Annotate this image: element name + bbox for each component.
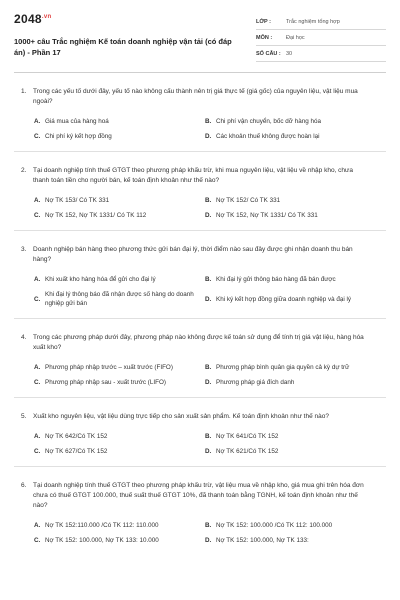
question-divider — [14, 230, 386, 231]
meta-value: Trắc nghiệm tổng hợp — [286, 18, 340, 25]
option-c[interactable] — [34, 211, 197, 220]
meta-row-class — [256, 14, 386, 30]
option-text: Khi xuất kho hàng hóa để gửi cho đại lý — [45, 276, 156, 283]
option-text: Nợ TK 152/ Có TK 331 — [216, 197, 281, 204]
option-b[interactable] — [205, 117, 368, 126]
option-d[interactable] — [205, 378, 368, 387]
option-text: Phương pháp nhập sau - xuất trước (LIFO) — [45, 379, 166, 386]
question-text — [14, 412, 386, 422]
question-number: 3. — [21, 246, 27, 253]
meta-key: LỚP : — [256, 18, 271, 25]
option-letter: B. — [205, 433, 212, 440]
meta-row-subject — [256, 30, 386, 46]
answer-options — [14, 521, 386, 545]
option-text: Giá mua của hàng hoá — [45, 118, 109, 125]
question-divider — [14, 318, 386, 319]
question-stem: Tại doanh nghiệp tính thuế GTGT theo phương pháp khấu trừ, khi mua nguyên liệu, vật liệu về nhập kho, chưa thanh toán tiền cho người bán, kế toán định khoản như thế nào? — [33, 167, 354, 184]
meta-key: SỐ CÂU : — [256, 50, 281, 57]
question-5 — [14, 412, 386, 467]
option-letter: D. — [205, 379, 212, 386]
question-text — [14, 166, 386, 186]
option-b[interactable] — [205, 363, 368, 372]
option-letter: A. — [34, 364, 41, 371]
question-stem: Trong các phương pháp dưới đây, phương pháp nào không được kế toán sử dụng để tính trị giá vật liệu, hàng hóa xuất kho? — [33, 334, 364, 351]
question-number: 5. — [21, 413, 27, 420]
option-text: Nợ TK 642/Có TK 152 — [45, 433, 108, 440]
logo-number: 2048 — [14, 12, 42, 26]
option-text: Nợ TK 152, Nợ TK 1331/ Có TK 331 — [216, 212, 318, 219]
option-letter: B. — [205, 118, 212, 125]
question-6 — [14, 481, 386, 545]
question-stem: Tại doanh nghiệp tính thuế GTGT theo phương pháp khấu trừ, vật liệu mua về nhập kho, giá mua ghi trên hóa đơn chưa có thuế GTGT 100.000, thuế suất thuế GTGT 10%, đã thanh toán bằng TGNH, kế toán định khoản như thế nào? — [33, 482, 364, 509]
option-letter: A. — [34, 197, 41, 204]
option-text: Chi phí vận chuyển, bốc dỡ hàng hóa — [216, 118, 321, 125]
header-divider — [14, 72, 386, 73]
option-d[interactable] — [205, 447, 368, 456]
question-1 — [14, 87, 386, 152]
option-text: Khi đại lý gửi thông báo hàng đã bán được — [216, 276, 336, 283]
option-d[interactable] — [205, 290, 368, 308]
meta-row-count — [256, 46, 386, 62]
question-number: 2. — [21, 167, 27, 174]
option-c[interactable] — [34, 378, 197, 387]
option-a[interactable] — [34, 521, 197, 530]
question-text — [14, 333, 386, 353]
question-number: 1. — [21, 88, 27, 95]
option-text: Phương pháp giá đích danh — [216, 379, 295, 386]
option-d[interactable] — [205, 211, 368, 220]
option-text: Nợ TK 152: 100.000, Nợ TK 133: — [216, 537, 309, 544]
option-a[interactable] — [34, 275, 197, 284]
question-3 — [14, 245, 386, 319]
meta-table — [256, 14, 386, 62]
question-stem: Trong các yếu tố dưới đây, yếu tố nào không cấu thành nên trị giá thực tế (giá gốc) của nguyên liệu, vật liệu mua ngoài? — [33, 88, 358, 105]
option-text: Các khoản thuế không được hoàn lại — [216, 133, 320, 140]
option-letter: A. — [34, 522, 41, 529]
option-text: Phương pháp nhập trước – xuất trước (FIFO) — [45, 364, 173, 371]
option-letter: C. — [34, 448, 41, 455]
option-d[interactable] — [205, 132, 368, 141]
option-letter: C. — [34, 212, 41, 219]
option-letter: A. — [34, 433, 41, 440]
option-letter: B. — [205, 276, 212, 283]
option-text: Khi ký kết hợp đồng giữa doanh nghiệp và đại lý — [216, 295, 352, 303]
option-text: Nợ TK 153/ Có TK 331 — [45, 197, 110, 204]
option-letter: D. — [205, 448, 212, 455]
document-title: 1000+ câu Trắc nghiệm Kế toán doanh nghiệp vận tải (có đáp án) - Phần 17 — [14, 37, 232, 57]
option-c[interactable] — [34, 536, 197, 545]
option-letter: C. — [34, 379, 41, 386]
option-letter: B. — [205, 197, 212, 204]
option-letter: D. — [205, 537, 212, 544]
option-letter: B. — [205, 522, 212, 529]
meta-value: 30 — [286, 50, 293, 57]
option-b[interactable] — [205, 432, 368, 441]
answer-options — [14, 275, 386, 308]
question-number: 4. — [21, 334, 27, 341]
question-4 — [14, 333, 386, 398]
question-stem: Xuất kho nguyên liệu, vật liệu dùng trực tiếp cho sản xuất sản phẩm. Kế toán định khoản như thế nào? — [33, 413, 329, 420]
option-letter: A. — [34, 118, 41, 125]
option-letter: D. — [205, 295, 212, 303]
option-text: Phương pháp bình quân gia quyền cả kỳ dự trữ — [216, 364, 350, 371]
option-text: Nợ TK 152: 100.000 /Có TK 112: 100.000 — [216, 522, 333, 529]
option-letter: C. — [34, 295, 41, 303]
option-text: Nợ TK 641/Có TK 152 — [216, 433, 279, 440]
option-letter: D. — [205, 133, 212, 140]
option-letter: A. — [34, 276, 41, 283]
question-number: 6. — [21, 482, 27, 489]
option-a[interactable] — [34, 432, 197, 441]
option-a[interactable] — [34, 117, 197, 126]
question-text — [14, 481, 386, 511]
question-divider — [14, 397, 386, 398]
question-stem: Doanh nghiệp bán hàng theo phương thức gửi bán đại lý, thời điểm nào sau đây được ghi nhận doanh thu bán hàng? — [33, 246, 353, 263]
option-c[interactable] — [34, 290, 197, 308]
option-text: Nợ TK 152, Nợ TK 1331/ Có TK 112 — [45, 212, 147, 219]
option-a[interactable] — [34, 363, 197, 372]
option-c[interactable] — [34, 132, 197, 141]
option-text: Nợ TK 621/Có TK 152 — [216, 448, 279, 455]
option-text: Nợ TK 627/Có TK 152 — [45, 448, 108, 455]
answer-options — [14, 363, 386, 387]
answer-options — [14, 432, 386, 456]
option-text: Nợ TK 152: 100.000, Nợ TK 133: 10.000 — [45, 537, 159, 544]
option-letter: B. — [205, 364, 212, 371]
header-left — [14, 12, 234, 62]
answer-options — [14, 117, 386, 141]
option-letter: C. — [34, 537, 41, 544]
option-b[interactable] — [205, 196, 368, 205]
question-divider — [14, 151, 386, 152]
option-c[interactable] — [34, 447, 197, 456]
answer-options — [14, 196, 386, 220]
question-divider — [14, 466, 386, 467]
option-text: Khi đại lý thông báo đã nhận được số hàng do doanh nghiệp gửi bán — [45, 291, 194, 307]
question-text — [14, 245, 386, 265]
option-letter: C. — [34, 133, 41, 140]
meta-value: Đại học — [286, 34, 305, 41]
site-logo[interactable] — [14, 12, 234, 26]
option-text: Nợ TK 152:110.000 /Có TK 112: 110.000 — [45, 522, 159, 529]
option-b[interactable] — [205, 275, 368, 284]
option-b[interactable] — [205, 521, 368, 530]
option-letter: D. — [205, 212, 212, 219]
question-text — [14, 87, 386, 107]
logo-suffix: .vn — [41, 14, 52, 20]
option-text: Chi phí ký kết hợp đồng — [45, 133, 112, 140]
option-d[interactable] — [205, 536, 368, 545]
document-header — [14, 12, 386, 62]
option-a[interactable] — [34, 196, 197, 205]
meta-key: MÔN : — [256, 34, 273, 41]
question-2 — [14, 166, 386, 231]
